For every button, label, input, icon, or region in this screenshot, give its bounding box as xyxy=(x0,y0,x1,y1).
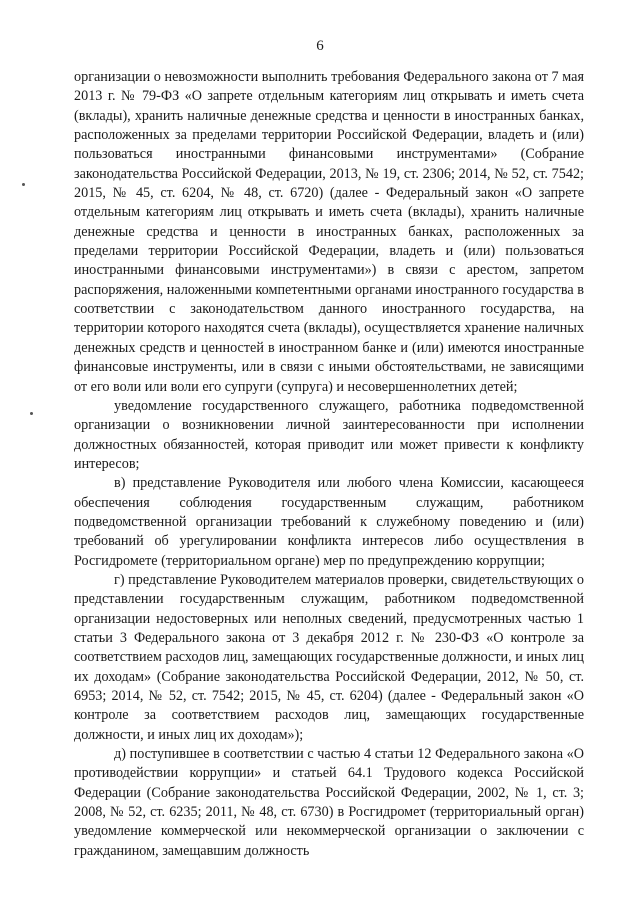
margin-mark xyxy=(30,412,33,415)
paragraph-conflict-notice: уведомление государственного служащего, работника подведомственной организации о возникновении личной заинтересованности при исполнении должностных обязанностей, которая приводит или может привести к конфликту интересов; xyxy=(74,397,584,472)
paragraph-item-g: г) представление Руководителем материалов проверки, свидетельствующих о представлении государственным служащим, работником подведомственной организации недостоверных или неполных сведений, предусмотренных частью 1 статьи 3 Федерального закона от 3 декабря 2012 г. № 230-ФЗ «О контроле за соответствием расходов лиц, замещающих государственные должности, и иных лиц их доходам» (Собрание законодательства Российской Федерации, 2012, № 50, ст. 6953; 2014, № 52, ст. 7542; 2015, № 45, ст. 6204) (далее - Федеральный закон «О контроле за соответствием расходов лиц, замещающих государственные должности, и иных лиц их доходам»); xyxy=(74,571,584,743)
document-body xyxy=(74,68,584,861)
margin-mark xyxy=(22,183,25,186)
page-number: 6 xyxy=(316,38,324,54)
paragraph-item-d: д) поступившее в соответствии с частью 4 статьи 12 Федерального закона «О противодействии коррупции» и статьей 64.1 Трудового кодекса Российской Федерации (Собрание законодательства Российской Федерации, 2002, № 1, ст. 3; 2008, № 52, ст. 6235; 2011, № 48, ст. 6730) в Росгидромет (территориальный орган) уведомление коммерческой или некоммерческой организации о заключении с гражданином, замещавшим должность xyxy=(74,746,584,859)
paragraph-continuation: организации о невозможности выполнить требования Федерального закона от 7 мая 2013 г. № 79-ФЗ «О запрете отдельным категориям лиц открывать и иметь счета (вклады), хранить наличные денежные средства и ценности в иностранных банках, расположенных за пределами территории Российской Федерации, владеть и (или) пользоваться иностранными финансовыми инструментами» (Собрание законодательства Российской Федерации, 2013, № 19, ст. 2306; 2014, № 52, ст. 7542; 2015, № 45, ст. 6204, № 48, ст. 6720) (далее - Федеральный закон «О запрете отдельным категориям лиц открывать и иметь счета (вклады), хранить наличные денежные средства и ценности в иностранных банках, расположенных за пределами территории Российской Федерации, владеть и (или) пользоваться иностранными финансовыми инструментами») в связи с арестом, запретом распоряжения, наложенными компетентными органами иностранного государства в соответствии с законодательством данного иностранного государства, на территории которого находятся счета (вклады), осуществляется хранение наличных денежных средств и ценностей в иностранном банке и (или) имеются иностранные финансовые инструменты, или в связи с иными обстоятельствами, не зависящими от его воли или воли его супруги (супруга) и несовершеннолетних детей; xyxy=(74,69,584,395)
paragraph-item-v: в) представление Руководителя или любого члена Комиссии, касающееся обеспечения соблюдения государственным служащим, работником подведомственной организации требований к служебному поведению и (или) требований об урегулировании конфликта интересов либо осуществления в Росгидромете (территориальном органе) мер по предупреждению коррупции; xyxy=(74,475,584,569)
